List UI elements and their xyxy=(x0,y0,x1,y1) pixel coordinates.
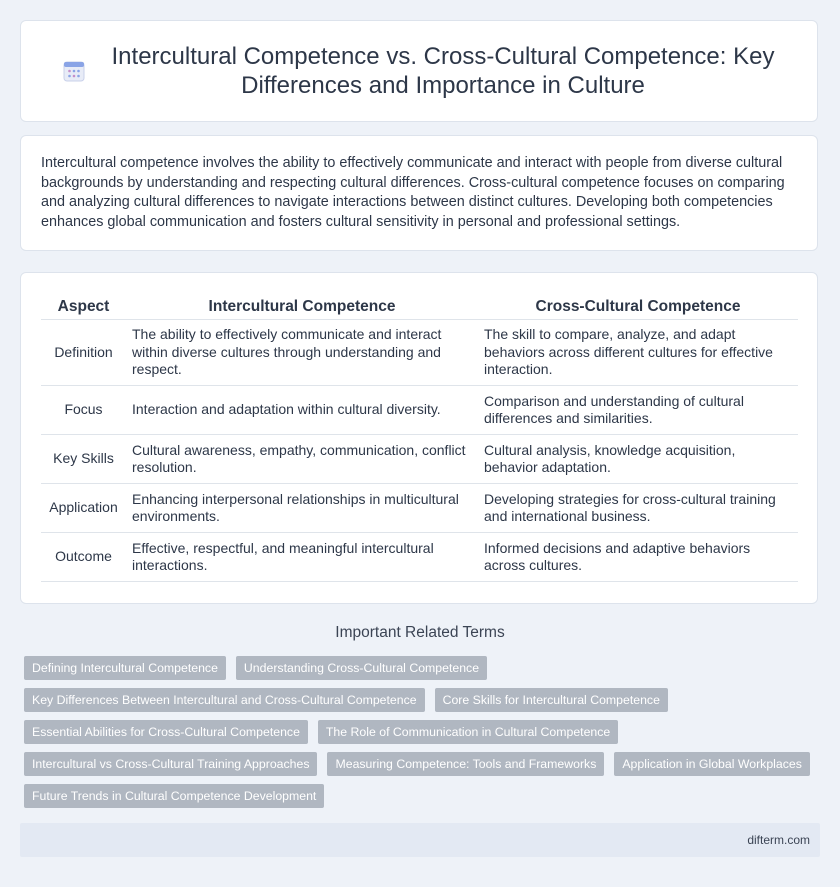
comparison-card xyxy=(20,272,818,604)
table-row xyxy=(41,386,798,435)
related-terms-list xyxy=(24,656,814,808)
intro-card xyxy=(20,135,818,251)
row-cross-cultural: Comparison and understanding of cultural differences and similarities. xyxy=(478,386,798,435)
row-cross-cultural: Developing strategies for cross-cultural training and international business. xyxy=(478,484,798,533)
page-title: Intercultural Competence vs. Cross-Cultural Competence: Key Differences and Importance in Culture xyxy=(111,43,775,99)
row-intercultural: Effective, respectful, and meaningful intercultural interactions. xyxy=(126,533,478,582)
header-aspect: Aspect xyxy=(41,293,126,320)
row-aspect: Application xyxy=(41,484,126,533)
table-row xyxy=(41,435,798,484)
comparison-table xyxy=(41,293,798,582)
related-term-link[interactable]: Intercultural vs Cross-Cultural Training Approaches xyxy=(24,752,317,776)
row-aspect: Outcome xyxy=(41,533,126,582)
footer-site-link[interactable]: difterm.com xyxy=(747,833,810,847)
related-term-link[interactable]: Application in Global Workplaces xyxy=(614,752,810,776)
header-intercultural: Intercultural Competence xyxy=(126,293,478,320)
related-term-link[interactable]: Defining Intercultural Competence xyxy=(24,656,226,680)
table-header-row xyxy=(41,293,798,320)
title-card xyxy=(20,20,818,122)
footer xyxy=(20,823,820,857)
header-cross-cultural: Cross-Cultural Competence xyxy=(478,293,798,320)
related-term-link[interactable]: Understanding Cross-Cultural Competence xyxy=(236,656,487,680)
table-row xyxy=(41,320,798,386)
related-term-link[interactable]: Future Trends in Cultural Competence Development xyxy=(24,784,324,808)
row-aspect: Key Skills xyxy=(41,435,126,484)
row-intercultural: The ability to effectively communicate and interact within diverse cultures through understanding and respect. xyxy=(126,320,478,386)
related-term-link[interactable]: Key Differences Between Intercultural and Cross-Cultural Competence xyxy=(24,688,425,712)
row-cross-cultural: Cultural analysis, knowledge acquisition, behavior adaptation. xyxy=(478,435,798,484)
related-term-link[interactable]: The Role of Communication in Cultural Competence xyxy=(318,720,618,744)
row-aspect: Focus xyxy=(41,386,126,435)
row-cross-cultural: Informed decisions and adaptive behaviors across cultures. xyxy=(478,533,798,582)
related-term-link[interactable]: Core Skills for Intercultural Competence xyxy=(435,688,668,712)
row-aspect: Definition xyxy=(41,320,126,386)
related-term-link[interactable]: Measuring Competence: Tools and Frameworks xyxy=(327,752,604,776)
row-cross-cultural: The skill to compare, analyze, and adapt behaviors across different cultures for effective interaction. xyxy=(478,320,798,386)
intro-paragraph: Intercultural competence involves the ability to effectively communicate and interact with people from diverse cultural backgrounds by understanding and respecting cultural differences. Cross-cultural competence focuses on comparing and analyzing cultural differences to navigate interactions between distinct cultures. Developing both competencies enhances global communication and fosters cultural sensitivity in personal and professional settings. xyxy=(41,155,785,230)
related-terms-title: Important Related Terms xyxy=(335,624,505,641)
row-intercultural: Interaction and adaptation within cultural diversity. xyxy=(126,386,478,435)
table-row xyxy=(41,533,798,582)
row-intercultural: Enhancing interpersonal relationships in multicultural environments. xyxy=(126,484,478,533)
row-intercultural: Cultural awareness, empathy, communication, conflict resolution. xyxy=(126,435,478,484)
related-term-link[interactable]: Essential Abilities for Cross-Cultural Competence xyxy=(24,720,308,744)
table-row xyxy=(41,484,798,533)
calendar-icon xyxy=(61,58,87,84)
